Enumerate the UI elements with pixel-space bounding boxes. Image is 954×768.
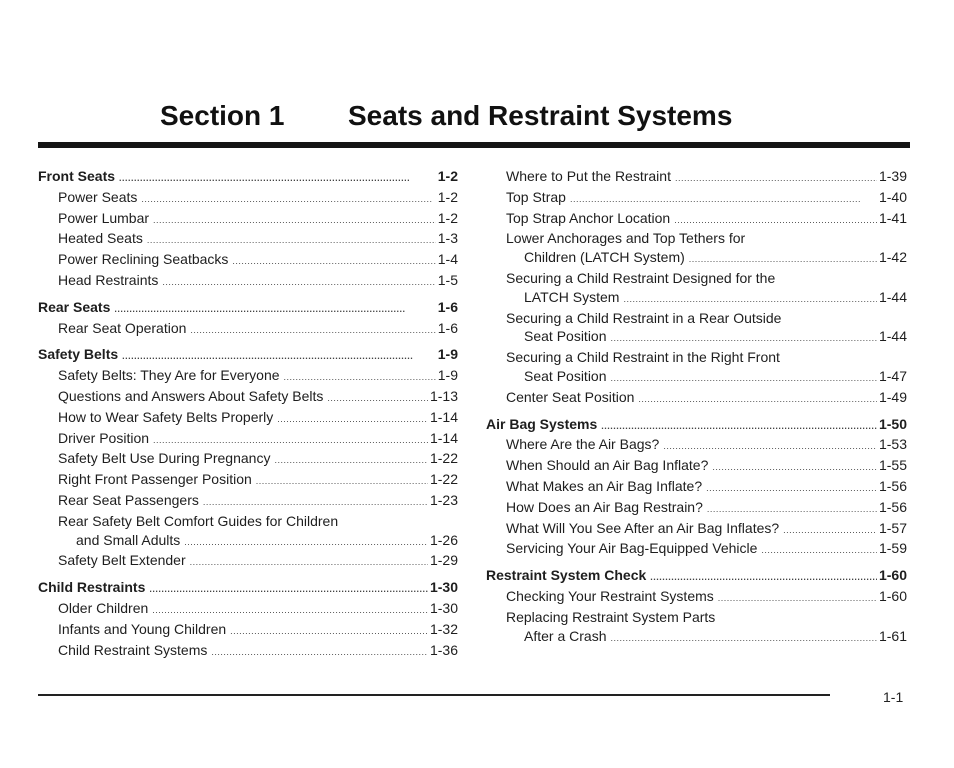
dot-leader	[650, 566, 877, 587]
toc-entry-title: Rear Seat Operation	[58, 319, 187, 336]
toc-entry-title: After a Crash	[524, 627, 607, 644]
toc-entry-page: 1-2	[437, 168, 458, 184]
page-number: 1-1	[883, 689, 904, 705]
toc-entry-title: Heated Seats	[58, 230, 143, 247]
toc-entry-page: 1-47	[878, 367, 907, 384]
dot-leader	[761, 539, 877, 560]
footer-rule	[38, 694, 830, 696]
toc-entry-page: 1-60	[878, 587, 907, 604]
toc-section-heading[interactable]	[38, 578, 458, 599]
toc-entry-title: Where to Put the Restraint	[506, 168, 671, 184]
toc-entry-page: 1-44	[878, 328, 907, 345]
toc-entry-page: 1-56	[878, 498, 907, 515]
toc-entry-page: 1-60	[878, 567, 907, 584]
toc-entry[interactable]	[486, 539, 907, 560]
dot-leader	[152, 599, 428, 620]
toc-entry-title: Child Restraint Systems	[58, 641, 208, 658]
toc-entry-line: Securing a Child Restraint Designed for the	[506, 269, 776, 286]
toc-entry[interactable]	[486, 627, 907, 648]
toc-entry[interactable]	[486, 456, 907, 477]
toc-entry-page: 1-5	[437, 271, 458, 288]
toc-section-heading[interactable]	[486, 415, 907, 436]
toc-entry[interactable]	[486, 167, 907, 188]
dot-leader	[783, 519, 877, 540]
toc-entry-title: Servicing Your Air Bag-Equipped Vehicle	[506, 540, 758, 557]
toc-entry[interactable]	[38, 319, 458, 340]
toc-entry-page: 1-59	[878, 540, 907, 557]
toc-entry-page: 1-56	[878, 477, 907, 494]
toc-section-heading[interactable]	[38, 345, 458, 366]
toc-entry[interactable]	[38, 449, 458, 470]
toc-entry-title: Children (LATCH System)	[524, 249, 685, 266]
dot-leader	[153, 429, 428, 450]
toc-entry-title: Questions and Answers About Safety Belts	[58, 387, 324, 404]
dot-leader	[611, 327, 877, 348]
toc-entry-title: Center Seat Position	[506, 388, 635, 405]
header-rule	[38, 142, 910, 148]
toc-entry-page: 1-14	[429, 429, 458, 446]
toc-entry[interactable]	[38, 271, 458, 292]
toc-entry[interactable]	[38, 229, 458, 250]
dot-leader	[232, 250, 435, 271]
toc-entry-title: Infants and Young Children	[58, 620, 227, 637]
toc-entry-title: Safety Belts	[38, 346, 119, 363]
toc-entry-line: Replacing Restraint System Parts	[506, 608, 716, 625]
dot-leader	[706, 477, 877, 498]
dot-leader	[674, 209, 877, 230]
dot-leader	[274, 449, 428, 470]
toc-entry-page: 1-13	[429, 387, 458, 404]
toc-entry[interactable]	[486, 519, 907, 540]
toc-entry-title: Top Strap Anchor Location	[506, 209, 671, 226]
toc-entry[interactable]	[38, 551, 458, 572]
toc-entry[interactable]	[38, 599, 458, 620]
dot-leader	[327, 387, 428, 408]
toc-entry[interactable]	[38, 366, 458, 387]
dot-leader	[153, 209, 436, 230]
toc-entry-line: Lower Anchorages and Top Tethers for	[506, 230, 746, 247]
toc-entry-page: 1-39	[878, 168, 907, 184]
toc-entry-title: Safety Belt Use During Pregnancy	[58, 450, 271, 467]
toc-entry[interactable]	[38, 188, 458, 209]
toc-section-heading[interactable]	[486, 566, 907, 587]
toc-entry-page: 1-30	[429, 599, 458, 616]
dot-leader	[141, 188, 435, 209]
toc-entry[interactable]	[38, 620, 458, 641]
dot-leader	[162, 271, 435, 292]
toc-entry-page: 1-42	[878, 249, 907, 266]
toc-entry-line: Securing a Child Restraint in a Rear Outside	[506, 309, 782, 326]
toc-entry-page: 1-22	[429, 471, 458, 488]
dot-leader	[190, 319, 435, 340]
toc-entry[interactable]	[486, 209, 907, 230]
toc-entry-title: What Will You See After an Air Bag Inflates?	[506, 519, 780, 536]
toc-entry-title: Checking Your Restraint Systems	[506, 587, 714, 604]
toc-entry-page: 1-50	[878, 415, 907, 432]
dot-leader	[623, 288, 877, 309]
dot-leader	[114, 298, 435, 319]
toc-entry[interactable]	[486, 367, 907, 388]
toc-entry-page: 1-6	[437, 298, 458, 315]
toc-entry-title: and Small Adults	[76, 531, 181, 548]
dot-leader	[149, 578, 428, 599]
toc-entry-page: 1-36	[429, 641, 458, 658]
dot-leader	[689, 248, 877, 269]
dot-leader	[718, 587, 877, 608]
toc-entry[interactable]	[38, 429, 458, 450]
toc-entry-title: LATCH System	[524, 288, 620, 305]
dot-leader	[147, 229, 436, 250]
toc-entry-page: 1-29	[429, 552, 458, 569]
dot-leader	[610, 627, 876, 648]
toc-entry-page: 1-3	[437, 230, 458, 247]
toc-entry[interactable]	[486, 327, 907, 348]
toc-entry[interactable]	[38, 531, 458, 552]
toc-entry-page: 1-61	[878, 627, 907, 644]
toc-entry-page: 1-49	[878, 388, 907, 405]
toc-entry[interactable]	[486, 188, 907, 209]
toc-entry-title: Child Restraints	[38, 579, 146, 596]
toc-entry-title: Power Lumbar	[58, 209, 150, 226]
dot-leader	[663, 435, 877, 456]
toc-entry-page: 1-14	[429, 408, 458, 425]
toc-entry-title: What Makes an Air Bag Inflate?	[506, 477, 703, 494]
toc-entry-page: 1-9	[437, 367, 458, 384]
toc-entry[interactable]	[486, 288, 907, 309]
dot-leader	[712, 456, 877, 477]
toc-entry[interactable]	[38, 470, 458, 491]
toc-entry[interactable]	[38, 387, 458, 408]
toc-entry[interactable]	[486, 435, 907, 456]
toc-entry-page: 1-22	[429, 450, 458, 467]
toc-section-heading[interactable]	[38, 298, 458, 319]
toc-entry-title: Safety Belts: They Are for Everyone	[58, 367, 280, 384]
dot-leader	[570, 188, 877, 209]
dot-leader	[638, 388, 877, 409]
toc-entry-title: Safety Belt Extender	[58, 552, 186, 569]
toc-entry-page: 1-9	[437, 346, 458, 363]
toc-entry-title: Head Restraints	[58, 271, 159, 288]
dot-leader	[184, 531, 428, 552]
toc-entry-title: Air Bag Systems	[486, 415, 598, 432]
toc-entry[interactable]	[38, 641, 458, 662]
toc-entry-title: How Does an Air Bag Restrain?	[506, 498, 703, 515]
dot-leader	[277, 408, 428, 429]
dot-leader	[611, 367, 877, 388]
dot-leader	[284, 366, 436, 387]
toc-entry-title: Front Seats	[38, 168, 116, 184]
toc-entry[interactable]	[486, 248, 907, 269]
toc-entry[interactable]	[486, 498, 907, 519]
toc-right-column	[486, 167, 907, 647]
toc-entry-page: 1-30	[429, 579, 458, 596]
toc-entry-page: 1-32	[429, 620, 458, 637]
dot-leader	[256, 470, 428, 491]
toc-entry-title: When Should an Air Bag Inflate?	[506, 457, 709, 474]
toc-entry-page: 1-4	[437, 251, 458, 268]
toc-entry-title: Where Are the Air Bags?	[506, 436, 660, 453]
dot-leader	[203, 491, 428, 512]
section-title: Seats and Restraint Systems	[348, 100, 733, 131]
toc-entry[interactable]	[38, 209, 458, 230]
dot-leader	[601, 415, 877, 436]
toc-entry-page: 1-2	[437, 188, 458, 205]
dot-leader	[122, 345, 436, 366]
dot-leader	[707, 498, 877, 519]
toc-entry-page: 1-53	[878, 436, 907, 453]
toc-entry-page: 1-57	[878, 519, 907, 536]
toc-entry-title: Seat Position	[524, 367, 607, 384]
toc-entry[interactable]	[38, 491, 458, 512]
toc-left-column	[38, 167, 458, 661]
toc-entry-line: Rear Safety Belt Comfort Guides for Children	[58, 512, 339, 529]
section-heading	[160, 100, 732, 132]
toc-entry-title: Top Strap	[506, 188, 566, 205]
toc-entry-title: Power Seats	[58, 188, 138, 205]
dot-leader	[211, 641, 428, 662]
toc-entry-page: 1-23	[429, 491, 458, 508]
toc-entry-title: Right Front Passenger Position	[58, 471, 252, 488]
toc-section-heading[interactable]	[38, 167, 458, 188]
section-number: Section 1	[160, 100, 285, 131]
dot-leader	[675, 167, 877, 188]
toc-entry-page: 1-55	[878, 457, 907, 474]
dot-leader	[190, 551, 428, 572]
toc-entry-title: Power Reclining Seatbacks	[58, 251, 229, 268]
toc-entry-page: 1-26	[429, 531, 458, 548]
toc-entry-title: How to Wear Safety Belts Properly	[58, 408, 274, 425]
toc-entry-title: Rear Seat Passengers	[58, 491, 199, 508]
toc-entry[interactable]	[38, 408, 458, 429]
toc-entry-line: Securing a Child Restraint in the Right Front	[506, 349, 780, 366]
toc-entry-title: Older Children	[58, 599, 149, 616]
toc-entry-page: 1-44	[878, 288, 907, 305]
toc-entry[interactable]	[486, 388, 907, 409]
toc-entry[interactable]	[486, 587, 907, 608]
dot-leader	[119, 167, 436, 188]
toc-entry-page: 1-41	[878, 209, 907, 226]
dot-leader	[230, 620, 428, 641]
toc-entry-page: 1-6	[437, 319, 458, 336]
toc-entry-title: Seat Position	[524, 328, 607, 345]
toc-entry-page: 1-2	[437, 209, 458, 226]
toc-entry-title: Rear Seats	[38, 298, 111, 315]
toc-entry-title: Driver Position	[58, 429, 150, 446]
toc-entry[interactable]	[486, 477, 907, 498]
toc-entry-page: 1-40	[878, 188, 907, 205]
toc-entry-title: Restraint System Check	[486, 567, 647, 584]
toc-entry[interactable]	[38, 250, 458, 271]
